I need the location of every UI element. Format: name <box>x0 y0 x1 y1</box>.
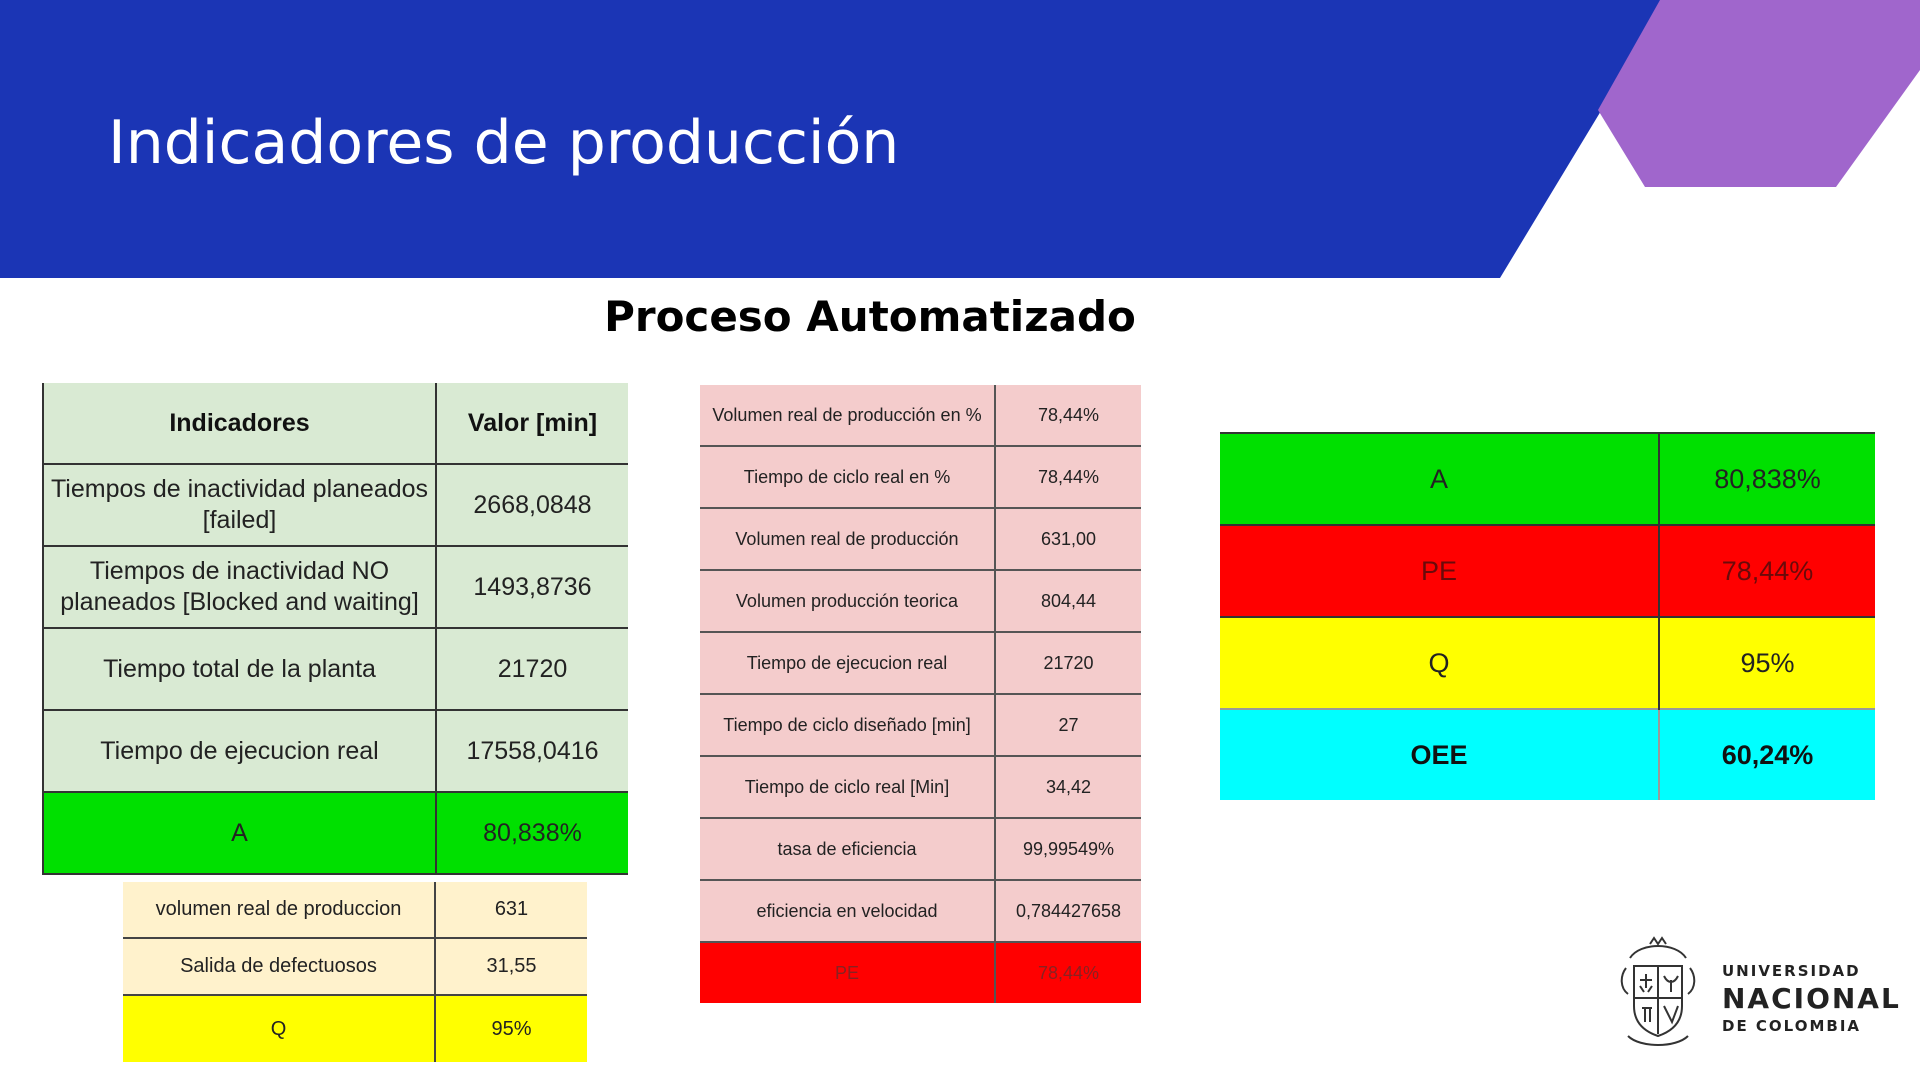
indicator-name: Tiempos de inactividad NO planeados [Blocked and waiting] <box>43 546 436 628</box>
result-value: 78,44% <box>995 942 1141 1003</box>
table-row <box>700 385 1141 446</box>
result-value: 95% <box>435 995 587 1062</box>
indicator-name: Salida de defectuosos <box>123 938 435 995</box>
logo-line-2: NACIONAL <box>1722 982 1901 1015</box>
indicator-value: 99,99549% <box>995 818 1141 880</box>
summary-label: PE <box>1220 525 1659 617</box>
indicator-value: 0,784427658 <box>995 880 1141 942</box>
table-header-row <box>43 383 628 464</box>
logo-line-3: DE COLOMBIA <box>1722 1017 1862 1035</box>
table-row <box>700 508 1141 570</box>
table-row <box>123 882 587 938</box>
indicator-name: Tiempo de ciclo real en % <box>700 446 995 508</box>
result-label: A <box>43 792 436 874</box>
table-row <box>700 694 1141 756</box>
university-coat-of-arms-icon <box>1620 936 1696 1052</box>
table-row <box>700 756 1141 818</box>
result-row <box>43 792 628 874</box>
table-row <box>700 880 1141 942</box>
indicator-value: 78,44% <box>995 446 1141 508</box>
table-row <box>700 446 1141 508</box>
result-value: 80,838% <box>436 792 628 874</box>
performance-table <box>700 385 1141 1003</box>
result-row <box>700 942 1141 1003</box>
indicator-name: tasa de eficiencia <box>700 818 995 880</box>
slide-subtitle: Proceso Automatizado <box>604 292 1136 341</box>
indicator-value: 804,44 <box>995 570 1141 632</box>
table-row <box>123 938 587 995</box>
summary-row-oee <box>1220 709 1875 800</box>
indicator-name: Tiempo total de la planta <box>43 628 436 710</box>
summary-value: 78,44% <box>1659 525 1875 617</box>
indicator-name: Volumen producción teorica <box>700 570 995 632</box>
indicator-name: Volumen real de producción <box>700 508 995 570</box>
logo-line-1: UNIVERSIDAD <box>1722 962 1861 980</box>
header-cell: Indicadores <box>43 383 436 464</box>
slide-title: Indicadores de producción <box>108 108 900 178</box>
summary-row-pe <box>1220 525 1875 617</box>
table-row <box>43 546 628 628</box>
table-row <box>700 632 1141 694</box>
accent-shape <box>1598 0 1920 187</box>
table-row <box>43 464 628 546</box>
summary-label: Q <box>1220 617 1659 709</box>
oee-summary-table <box>1220 432 1875 800</box>
indicator-name: Tiempo de ciclo real [Min] <box>700 756 995 818</box>
table-row <box>700 818 1141 880</box>
indicator-name: Volumen real de producción en % <box>700 385 995 446</box>
summary-row-q <box>1220 617 1875 709</box>
availability-table <box>42 383 628 875</box>
indicator-value: 631,00 <box>995 508 1141 570</box>
indicator-name: volumen real de produccion <box>123 882 435 938</box>
indicator-value: 31,55 <box>435 938 587 995</box>
summary-row-a <box>1220 433 1875 525</box>
indicator-value: 21720 <box>995 632 1141 694</box>
table-row <box>43 628 628 710</box>
header-cell: Valor [min] <box>436 383 628 464</box>
result-label: Q <box>123 995 435 1062</box>
indicator-value: 631 <box>494 898 529 920</box>
indicator-name: Tiempo de ejecucion real <box>700 632 995 694</box>
summary-value: 60,24% <box>1659 709 1875 800</box>
table-row <box>43 710 628 792</box>
indicator-value: 34,42 <box>995 756 1141 818</box>
summary-label: OEE <box>1220 709 1659 800</box>
summary-label: A <box>1220 433 1659 525</box>
indicator-value: 1493,8736 <box>436 546 628 628</box>
university-logo-text <box>1722 964 1901 1034</box>
table-row <box>700 570 1141 632</box>
indicator-value: 21720 <box>436 628 628 710</box>
indicator-name: Tiempos de inactividad planeados [failed] <box>43 464 436 546</box>
summary-value: 95% <box>1659 617 1875 709</box>
indicator-name: Tiempo de ciclo diseñado [min] <box>700 694 995 756</box>
result-label: PE <box>700 942 995 1003</box>
result-row <box>123 995 587 1062</box>
indicator-name: Tiempo de ejecucion real <box>43 710 436 792</box>
indicator-name: eficiencia en velocidad <box>700 880 995 942</box>
indicator-value: 78,44% <box>1037 404 1100 425</box>
indicator-value: 27 <box>995 694 1141 756</box>
indicator-value: 17558,0416 <box>436 710 628 792</box>
quality-table <box>123 882 587 1062</box>
summary-value: 80,838% <box>1659 433 1875 525</box>
indicator-value: 2668,0848 <box>436 464 628 546</box>
